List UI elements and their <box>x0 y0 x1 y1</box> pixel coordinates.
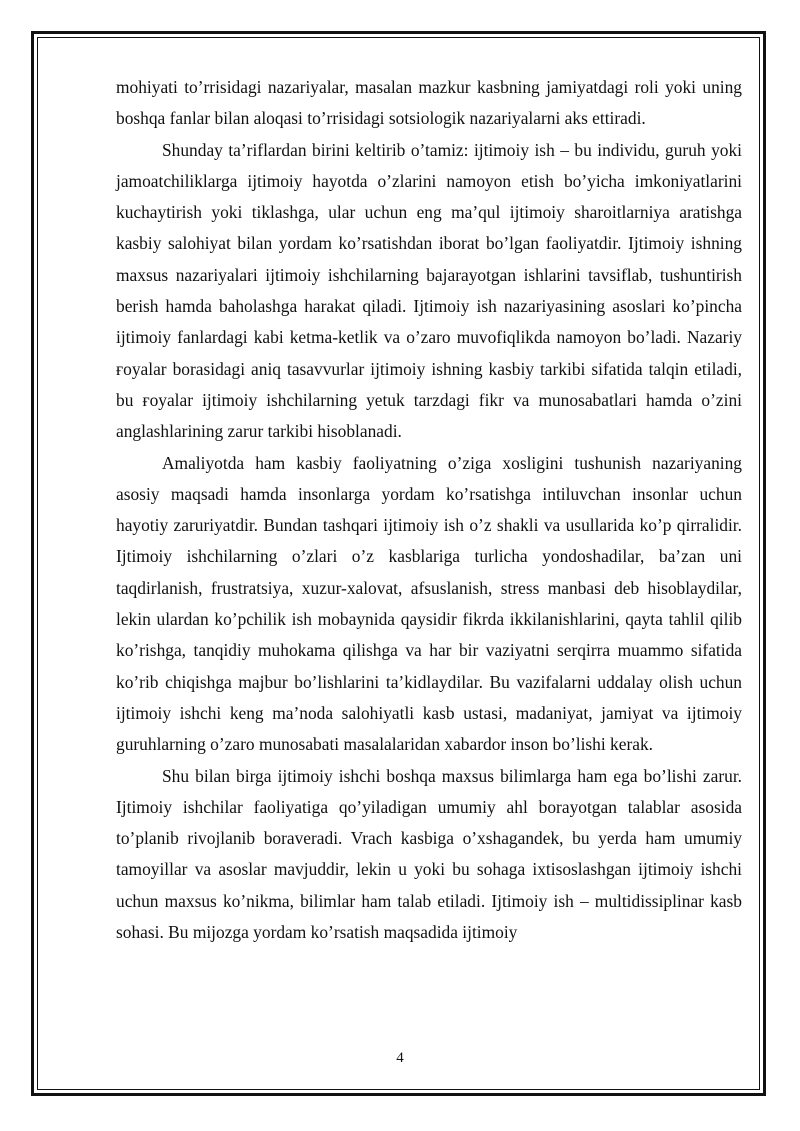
paragraph-3: Amaliyotda ham kasbiy faoliyatning o’ziga xosligini tushunish nazariyaning asosiy maqsadi hamda insonlarga yordam ko’rsatishga intiluvchan insonlar uchun hayotiy zaruriyatdir. Bundan tashqari ijtimoiy ish o’z shakli va usullarida ko’p qirralidir. Ijtimoiy ishchilarning o’zlari o’z kasblariga turlicha yondoshadilar, ba’zan uni taqdirlanish, frustratsiya, xuzur-xalovat, afsuslanish, stress manbasi deb hisoblaydilar, lekin ulardan ko’pchilik ish mobaynida qaysidir fikrda ikkilanishlarini, qayta tahlil qilib ko’rishga, tanqidiy muhokama qilishga va har bir vaziyatni serqirra muammo sifatida ko’rib chiqishga majbur bo’lishlarini ta’kidlaydilar. Bu vazifalarni uddalay olish uchun ijtimoiy ishchi keng ma’noda salohiyatli kasb ustasi, madaniyat, jamiyat va ijtimoiy guruhlarning o’zaro munosabati masalalaridan xabardor inson bo’lishi kerak. <box>116 452 742 755</box>
document-body <box>116 72 742 948</box>
paragraph-4: Shu bilan birga ijtimoiy ishchi boshqa maxsus bilimlarga ham ega bo’lishi zarur. Ijtimoiy ishchilar faoliyatiga qo’yiladigan umumiy ahl borayotgan talablar asosida to’planib rivojlanib boraveradi. Vrach kasbiga o’xshagandek, bu yerda ham umumiy tamoyillar va asoslar mavjuddir, lekin u yoki bu sohaga ixtisoslashgan ijtimoiy ishchi uchun maxsus ko’nikma, bilimlar ham talab etiladi. Ijtimoiy ish – multidissiplinar kasb sohasi. Bu mijozga yordam ko’rsatish maqsadida ijtimoiy <box>116 765 742 943</box>
page-number: 4 <box>396 1050 404 1066</box>
paragraph-2: Shunday ta’riflardan birini keltirib o’tamiz: ijtimoiy ish – bu individu, guruh yoki jamoatchiliklarga ijtimoiy hayotda o’zlarini namoyon etish bo’yicha imkoniyatlarini kuchaytirish yoki tiklashga, ular uchun eng ma’qul ijtimoiy sharoitlarniya aratishga kasbiy salohiyat bilan yordam ko’rsatishdan iborat bo’lgan faoliyatdir. Ijtimoiy ishning maxsus nazariyalari ijtimoiy ishchilarning bajarayotgan ishlarini tavsiflab, tushuntirish berish hamda baholashga harakat qiladi. Ijtimoiy ish nazariyasining asoslari ko’pincha ijtimoiy fanlardagi kabi ketma-ketlik va o’zaro muvofiqlikda namoyon bo’ladi. Nazariy ғoyalar borasidagi aniq tasavvurlar ijtimoiy ishning kasbiy tarkibi sifatida talqin etiladi, bu ғoyalar ijtimoiy ishchilarning yetuk tarzdagi fikr va munosabatlari hamda o’zini anglashlarining zarur tarkibi hisoblanadi. <box>116 139 742 442</box>
paragraph-1: mohiyati to’rrisidagi nazariyalar, masalan mazkur kasbning jamiyatdagi roli yoki uning boshqa fanlar bilan aloqasi to’rrisidagi sotsiologik nazariyalarni aks ettiradi. <box>116 77 742 129</box>
